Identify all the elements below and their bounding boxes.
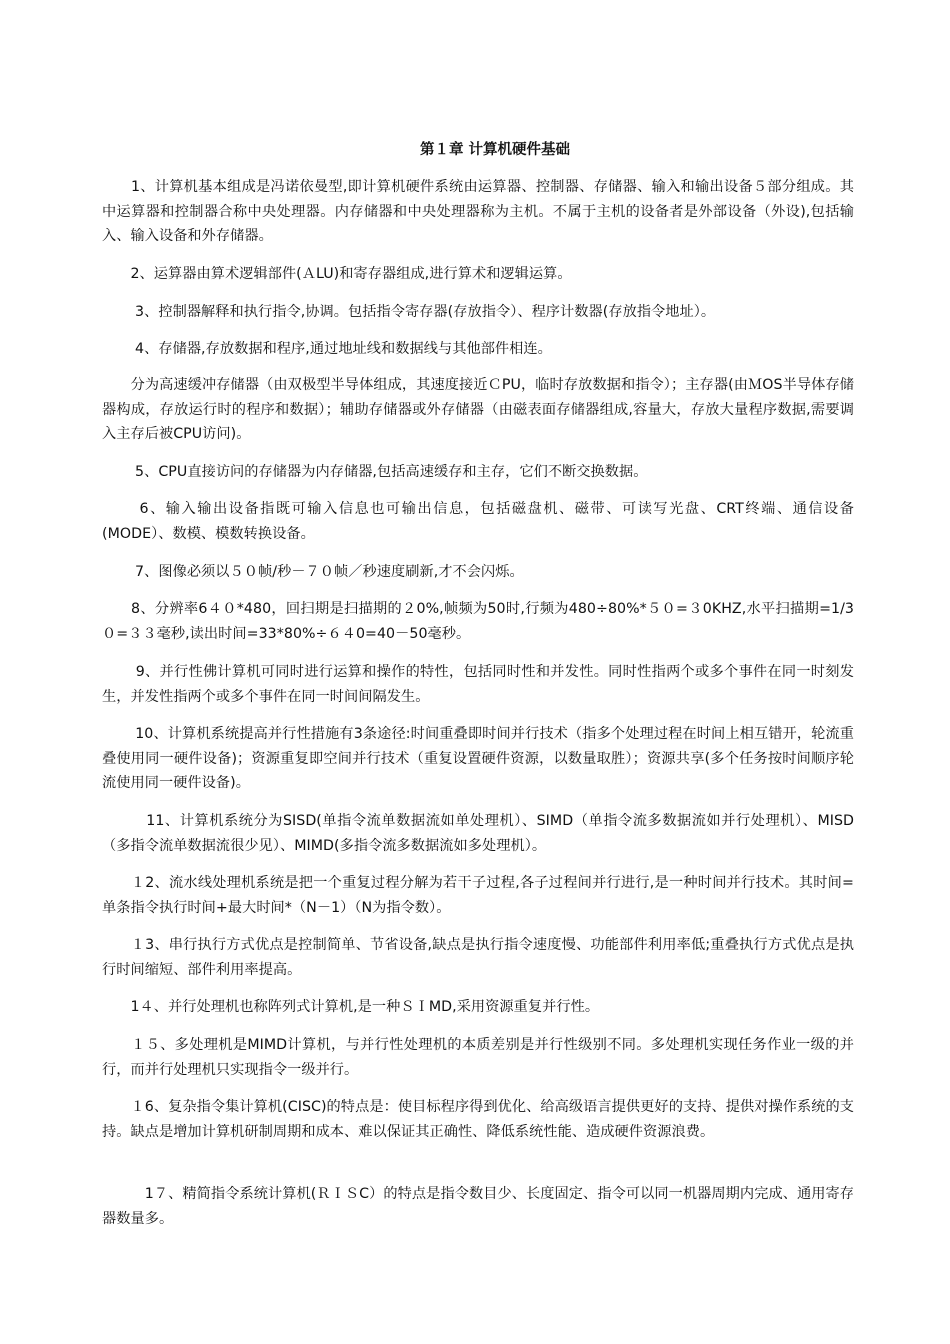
paragraph-15: 1４、并行处理机也称阵列式计算机,是一种ＳＩMD,采用资源重复并行性。 [102, 999, 600, 1015]
paragraph-9: 8、分辨率6４０*480，回扫期是扫描期的２0%,帧频为50时,行频为480÷80%*５０=３0KHZ,水平扫描期=1/3０=３３毫秒,读出时间=33*80%÷６４0=40－50毫秒。 [102, 601, 854, 642]
paragraph-6: 5、CPU直接访问的存储器为内存储器,包括高速缓存和主存，它们不断交换数据。 [102, 464, 648, 480]
paragraph-7: 6、输入输出设备指既可输入信息也可输出信息，包括磁盘机、磁带、可读写光盘、CRT终端、通信设备(MODE）、数模、模数转换设备。 [102, 501, 854, 542]
paragraph-5: 分为高速缓冲存储器（由双极型半导体组成，其速度接近ＣPU，临时存放数据和指令）；主存器(由ＭOS半导体存储器构成，存放运行时的程序和数据）；辅助存储器或外存储器（由磁表面存储器组成,容量大，存放大量程序数据,需要调入主存后被CPU访问)。 [102, 377, 854, 442]
paragraph-11: 10、计算机系统提高并行性措施有3条途径:时间重叠即时间并行技术（指多个处理过程在时间上相互错开，轮流重叠使用同一硬件设备)；资源重复即空间并行技术（重复设置硬件资源，以数量取胜）；资源共享(多个任务按时间顺序轮流使用同一硬件设备)。 [102, 726, 854, 791]
paragraph-14: １3、串行执行方式优点是控制简单、节省设备,缺点是执行指令速度慢、功能部件利用率低;重叠执行方式优点是执行时间缩短、部件利用率提高。 [102, 937, 854, 978]
paragraph-10: 9、并行性佛计算机可同时进行运算和操作的特性，包括同时性和并发性。同时性指两个或多个事件在同一时刻发生，并发性指两个或多个事件在同一时间间隔发生。 [102, 664, 854, 705]
paragraph-2: 2、运算器由算术逻辑部件(ＡLU)和寄存器组成,进行算术和逻辑运算。 [102, 266, 572, 282]
paragraph-3: 3、控制器解释和执行指令,协调。包括指令寄存器(存放指令）、程序计数器(存放指令地址）。 [102, 304, 716, 320]
paragraph-13: １2、流水线处理机系统是把一个重复过程分解为若干子过程,各子过程间并行进行,是一种时间并行技术。其时间=单条指令执行时间+最大时间*（N－1）（N为指令数）。 [102, 875, 854, 916]
paragraph-1: 1、计算机基本组成是冯诺依曼型,即计算机硬件系统由运算器、控制器、存储器、输入和输出设备５部分组成。其中运算器和控制器合称中央处理器。内存储器和中央处理器称为主机。不属于主机的设备者是外部设备（外设),包括输入、输入设备和外存储器。 [102, 179, 854, 244]
paragraph-12: 11、计算机系统分为SISD(单指令流单数据流如单处理机）、SIMD（单指令流多数据流如并行处理机）、MISD（多指令流单数据流很少见）、MIMD(多指令流多数据流如多处理机）。 [102, 813, 854, 854]
paragraph-18: 1７、精简指令系统计算机(ＲＩＳC）的特点是指令数目少、长度固定、指令可以同一机器周期内完成、通用寄存器数量多。 [102, 1186, 854, 1227]
chapter-title: 第１章 计算机硬件基础 [419, 142, 571, 158]
paragraph-4: 4、存储器,存放数据和程序,通过地址线和数据线与其他部件相连。 [102, 341, 552, 357]
paragraph-16: １５、多处理机是MIMD计算机，与并行性处理机的本质差别是并行性级别不同。多处理机实现任务作业一级的并行，而并行处理机只实现指令一级并行。 [102, 1037, 854, 1078]
paragraph-8: 7、图像必须以５０帧/秒－７０帧／秒速度刷新,才不会闪烁。 [102, 564, 524, 580]
paragraph-17: １6、复杂指令集计算机(CISC)的特点是：使目标程序得到优化、给高级语言提供更好的支持、提供对操作系统的支持。缺点是增加计算机研制周期和成本、难以保证其正确性、降低系统性能、造成硬件资源浪费。 [102, 1099, 854, 1140]
